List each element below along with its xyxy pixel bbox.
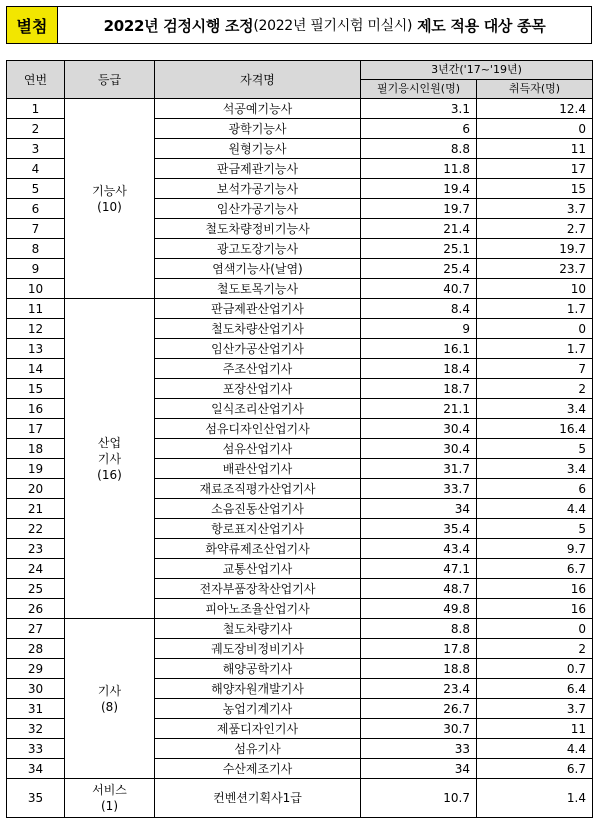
acquirers-value: 15 <box>477 179 593 199</box>
qualification-name: 궤도장비정비기사 <box>155 639 361 659</box>
qualification-name: 피아노조율산업기사 <box>155 599 361 619</box>
acquirers-value: 17 <box>477 159 593 179</box>
qualification-name: 섬유디자인산업기사 <box>155 419 361 439</box>
grade-group-cell <box>65 619 155 779</box>
acquirers-value: 16.4 <box>477 419 593 439</box>
applicants-value: 33 <box>361 739 477 759</box>
grade-label: 산업 기사 <box>97 435 122 466</box>
qualification-name: 일식조리산업기사 <box>155 399 361 419</box>
grade-group-cell <box>65 99 155 299</box>
acquirers-value: 5 <box>477 439 593 459</box>
acquirers-value: 2 <box>477 379 593 399</box>
header-period: 3년간('17~'19년) <box>361 61 593 80</box>
header-no: 연번 <box>7 61 65 99</box>
row-number: 18 <box>7 439 65 459</box>
acquirers-value: 3.4 <box>477 399 593 419</box>
qualification-name: 해양공학기사 <box>155 659 361 679</box>
applicants-value: 11.8 <box>361 159 477 179</box>
qualification-name: 컨벤션기획사1급 <box>155 779 361 818</box>
row-number: 23 <box>7 539 65 559</box>
acquirers-value: 11 <box>477 719 593 739</box>
header-name: 자격명 <box>155 61 361 99</box>
qualification-name: 염색기능사(날염) <box>155 259 361 279</box>
row-number: 6 <box>7 199 65 219</box>
row-number: 4 <box>7 159 65 179</box>
qualification-name: 철도차량정비기능사 <box>155 219 361 239</box>
qualification-table <box>6 60 593 818</box>
row-number: 30 <box>7 679 65 699</box>
qualification-name: 주조산업기사 <box>155 359 361 379</box>
qualification-name: 재료조직평가산업기사 <box>155 479 361 499</box>
acquirers-value: 12.4 <box>477 99 593 119</box>
applicants-value: 19.7 <box>361 199 477 219</box>
acquirers-value: 19.7 <box>477 239 593 259</box>
acquirers-value: 2.7 <box>477 219 593 239</box>
applicants-value: 30.4 <box>361 439 477 459</box>
applicants-value: 49.8 <box>361 599 477 619</box>
title-main: 2022년 검정시행 조정 <box>103 16 254 35</box>
acquirers-value: 2 <box>477 639 593 659</box>
row-number: 10 <box>7 279 65 299</box>
qualification-name: 화약류제조산업기사 <box>155 539 361 559</box>
acquirers-value: 3.4 <box>477 459 593 479</box>
grade-count: (1) <box>101 799 118 813</box>
acquirers-value: 4.4 <box>477 499 593 519</box>
title-end: 제도 적용 대상 종목 <box>412 16 546 35</box>
grade-label: 기사 <box>97 683 122 698</box>
applicants-value: 25.4 <box>361 259 477 279</box>
acquirers-value: 1.7 <box>477 339 593 359</box>
attachment-tag: 별첨 <box>7 7 58 43</box>
row-number: 31 <box>7 699 65 719</box>
row-number: 7 <box>7 219 65 239</box>
header-acquirers: 취득자(명) <box>477 80 593 99</box>
applicants-value: 19.4 <box>361 179 477 199</box>
acquirers-value: 0 <box>477 119 593 139</box>
row-number: 20 <box>7 479 65 499</box>
applicants-value: 6 <box>361 119 477 139</box>
grade-count: (8) <box>101 699 118 714</box>
row-number: 9 <box>7 259 65 279</box>
table-body <box>7 99 593 818</box>
qualification-name: 보석가공기능사 <box>155 179 361 199</box>
applicants-value: 30.4 <box>361 419 477 439</box>
qualification-name: 철도차량기사 <box>155 619 361 639</box>
row-number: 29 <box>7 659 65 679</box>
grade-label: 서비스 <box>92 783 127 797</box>
grade-group-cell <box>65 779 155 818</box>
applicants-value: 3.1 <box>361 99 477 119</box>
acquirers-value: 7 <box>477 359 593 379</box>
acquirers-value: 1.7 <box>477 299 593 319</box>
row-number: 17 <box>7 419 65 439</box>
qualification-name: 수산제조기사 <box>155 759 361 779</box>
row-number: 24 <box>7 559 65 579</box>
row-number: 22 <box>7 519 65 539</box>
applicants-value: 30.7 <box>361 719 477 739</box>
qualification-name: 배관산업기사 <box>155 459 361 479</box>
qualification-name: 제품디자인기사 <box>155 719 361 739</box>
row-number: 28 <box>7 639 65 659</box>
table-row <box>7 779 593 818</box>
row-number: 2 <box>7 119 65 139</box>
row-number: 13 <box>7 339 65 359</box>
applicants-value: 21.1 <box>361 399 477 419</box>
qualification-name: 석공예기능사 <box>155 99 361 119</box>
header-applicants: 필기응시인원(명) <box>361 80 477 99</box>
row-number: 33 <box>7 739 65 759</box>
applicants-value: 26.7 <box>361 699 477 719</box>
applicants-value: 33.7 <box>361 479 477 499</box>
qualification-name: 해양자원개발기사 <box>155 679 361 699</box>
qualification-name: 항로표지산업기사 <box>155 519 361 539</box>
applicants-value: 8.8 <box>361 619 477 639</box>
header-grade: 등급 <box>65 61 155 99</box>
acquirers-value: 9.7 <box>477 539 593 559</box>
acquirers-value: 6.4 <box>477 679 593 699</box>
qualification-name: 철도차량산업기사 <box>155 319 361 339</box>
qualification-name: 포장산업기사 <box>155 379 361 399</box>
document-title <box>58 7 591 43</box>
table-row <box>7 299 593 319</box>
applicants-value: 43.4 <box>361 539 477 559</box>
qualification-name: 소음진동산업기사 <box>155 499 361 519</box>
acquirers-value: 6.7 <box>477 759 593 779</box>
acquirers-value: 0.7 <box>477 659 593 679</box>
acquirers-value: 5 <box>477 519 593 539</box>
row-number: 19 <box>7 459 65 479</box>
row-number: 27 <box>7 619 65 639</box>
row-number: 34 <box>7 759 65 779</box>
row-number: 5 <box>7 179 65 199</box>
qualification-name: 원형기능사 <box>155 139 361 159</box>
title-subtitle: (2022년 필기시험 미실시) <box>253 18 413 34</box>
acquirers-value: 11 <box>477 139 593 159</box>
acquirers-value: 3.7 <box>477 199 593 219</box>
applicants-value: 21.4 <box>361 219 477 239</box>
applicants-value: 34 <box>361 759 477 779</box>
acquirers-value: 3.7 <box>477 699 593 719</box>
applicants-value: 48.7 <box>361 579 477 599</box>
acquirers-value: 16 <box>477 579 593 599</box>
row-number: 15 <box>7 379 65 399</box>
table-row <box>7 99 593 119</box>
row-number: 14 <box>7 359 65 379</box>
acquirers-value: 4.4 <box>477 739 593 759</box>
applicants-value: 18.4 <box>361 359 477 379</box>
row-number: 12 <box>7 319 65 339</box>
acquirers-value: 6.7 <box>477 559 593 579</box>
qualification-name: 판금제관산업기사 <box>155 299 361 319</box>
document-header <box>6 6 592 44</box>
applicants-value: 10.7 <box>361 779 477 818</box>
qualification-name: 판금제관기능사 <box>155 159 361 179</box>
applicants-value: 40.7 <box>361 279 477 299</box>
grade-count: (16) <box>97 467 122 482</box>
applicants-value: 8.8 <box>361 139 477 159</box>
acquirers-value: 23.7 <box>477 259 593 279</box>
applicants-value: 35.4 <box>361 519 477 539</box>
qualification-name: 광고도장기능사 <box>155 239 361 259</box>
acquirers-value: 0 <box>477 619 593 639</box>
row-number: 35 <box>7 779 65 818</box>
applicants-value: 8.4 <box>361 299 477 319</box>
qualification-name: 전자부품장착산업기사 <box>155 579 361 599</box>
applicants-value: 16.1 <box>361 339 477 359</box>
acquirers-value: 1.4 <box>477 779 593 818</box>
acquirers-value: 6 <box>477 479 593 499</box>
applicants-value: 31.7 <box>361 459 477 479</box>
grade-count: (10) <box>97 199 122 214</box>
qualification-name: 섬유기사 <box>155 739 361 759</box>
row-number: 21 <box>7 499 65 519</box>
acquirers-value: 10 <box>477 279 593 299</box>
row-number: 25 <box>7 579 65 599</box>
applicants-value: 23.4 <box>361 679 477 699</box>
applicants-value: 18.7 <box>361 379 477 399</box>
row-number: 11 <box>7 299 65 319</box>
row-number: 16 <box>7 399 65 419</box>
row-number: 26 <box>7 599 65 619</box>
grade-label: 기능사 <box>92 183 127 198</box>
table-row <box>7 619 593 639</box>
row-number: 8 <box>7 239 65 259</box>
qualification-name: 임산가공산업기사 <box>155 339 361 359</box>
applicants-value: 25.1 <box>361 239 477 259</box>
acquirers-value: 16 <box>477 599 593 619</box>
applicants-value: 47.1 <box>361 559 477 579</box>
applicants-value: 17.8 <box>361 639 477 659</box>
applicants-value: 9 <box>361 319 477 339</box>
qualification-name: 섬유산업기사 <box>155 439 361 459</box>
qualification-name: 농업기계기사 <box>155 699 361 719</box>
row-number: 32 <box>7 719 65 739</box>
qualification-name: 광학기능사 <box>155 119 361 139</box>
row-number: 3 <box>7 139 65 159</box>
row-number: 1 <box>7 99 65 119</box>
acquirers-value: 0 <box>477 319 593 339</box>
applicants-value: 18.8 <box>361 659 477 679</box>
grade-group-cell <box>65 299 155 619</box>
qualification-name: 임산가공기능사 <box>155 199 361 219</box>
qualification-name: 교통산업기사 <box>155 559 361 579</box>
qualification-name: 철도토목기능사 <box>155 279 361 299</box>
applicants-value: 34 <box>361 499 477 519</box>
